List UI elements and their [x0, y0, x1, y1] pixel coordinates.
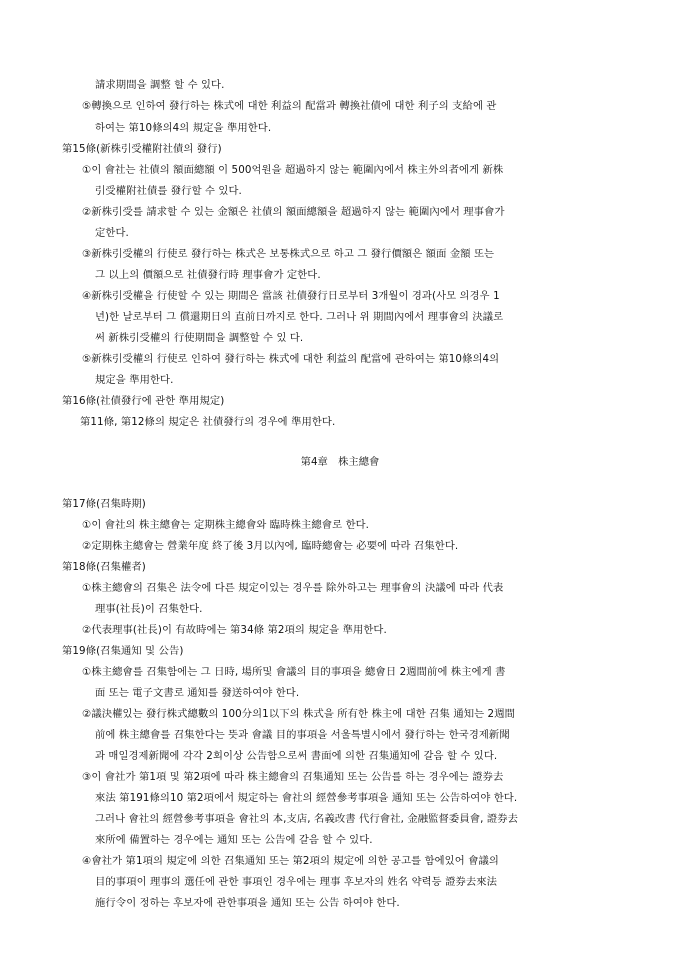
text-line: ④新株引受權을 行使할 수 있는 期間은 當該 社債發行日로부터 3개월이 경과(사모 의경우 1	[82, 290, 500, 302]
text-line: 目的事項이 理事의 選任에 관한 事項인 경우에는 理事 후보자의 姓名 약력등 證券去來法	[95, 876, 498, 888]
article-heading: 第16條(社債發行에 관한 準用規定)	[62, 395, 225, 407]
text-line: 來法 第191條의10 第2項에서 規定하는 會社의 經營參考事項을 通知 또는 公告하여야 한다.	[95, 792, 518, 804]
text-line: ②議決權있는 發行株式總數의 100分의1以下의 株式을 所有한 株主에 대한 召集 通知는 2週間	[82, 708, 515, 720]
text-line: 년)한 날로부터 그 償還期日의 直前日까지로 한다. 그러나 위 期間內에서 理事會의 決議로	[95, 311, 504, 323]
text-line: 請求期間을 調整 할 수 있다.	[95, 79, 225, 91]
article-heading: 第18條(召集權者)	[62, 561, 146, 573]
text-line: 定한다.	[95, 227, 129, 239]
text-line: 第11條, 第12條의 規定은 社債發行의 경우에 準用한다.	[80, 416, 336, 428]
text-line: 來所에 備置하는 경우에는 通知 또는 公告에 갈음 할 수 있다.	[95, 834, 373, 846]
text-line: 그러나 會社의 經營參考事項을 會社의 本,支店, 名義改書 代行會社, 金融監督委員會, 證券去	[95, 813, 519, 825]
text-line: ⑤轉換으로 인하여 發行하는 株式에 대한 利益의 配當과 轉換社債에 대한 利子의 支給에 관	[82, 100, 497, 112]
text-line: 과 매일경제新聞에 각각 2회이상 公告함으로써 書面에 의한 召集通知에 갈음 할 수 있다.	[95, 750, 498, 762]
text-line: ①이 會社는 社債의 額面總額 이 500억원을 超過하지 않는 範圍內에서 株主外의者에게 新株	[82, 164, 504, 176]
text-line: ④會社가 第1項의 規定에 의한 召集通知 또는 第2項의 規定에 의한 공고를 함에있어 會議의	[82, 855, 499, 867]
text-line: 써 新株引受權의 行使期間을 調整할 수 있 다.	[95, 332, 304, 344]
text-line: ①이 會社의 株主總會는 定期株主總會와 臨時株主總會로 한다.	[82, 519, 370, 531]
text-line: 하여는 第10條의4의 規定을 準用한다.	[95, 122, 272, 134]
text-line: ①株主總會의 召集은 法令에 다른 規定이있는 경우를 除外하고는 理事會의 決議에 따라 代表	[82, 582, 504, 594]
text-line: 引受權附社債를 發行할 수 있다.	[95, 185, 242, 197]
text-line: 그 以上의 價額으로 社債發行時 理事會가 定한다.	[95, 269, 321, 281]
article-heading: 第15條(新株引受權附社債의 發行)	[62, 143, 222, 155]
text-line: ②新株引受를 請求할 수 있는 金額은 社債의 額面總額을 超過하지 않는 範圍內에서 理事會가	[82, 206, 505, 218]
article-heading: 第17條(召集時期)	[62, 498, 146, 510]
text-line: ③新株引受權의 行使로 發行하는 株式은 보통株式으로 하고 그 發行價額은 額面 金額 또는	[82, 248, 495, 260]
text-line: 理事(社長)이 召集한다.	[95, 603, 203, 615]
text-line: 規定을 準用한다.	[95, 374, 174, 386]
text-line: ③이 會社가 第1項 및 第2項에 따라 株主總會의 召集通知 또는 公告를 하는 경우에는 證券去	[82, 771, 504, 783]
text-line: ②定期株主總會는 營業年度 終了後 3月以內에, 臨時總會는 必要에 따라 召集한다.	[82, 540, 459, 552]
text-line: 前에 株主總會를 召集한다는 뜻과 會議 目的事項을 서울특별시에서 發行하는 한국경제新聞	[95, 729, 510, 741]
article-heading: 第19條(召集通知 및 公告)	[62, 645, 184, 657]
chapter-title: 第4章 株主總會	[300, 456, 380, 468]
text-line: 面 또는 電子文書로 通知를 發送하여야 한다.	[95, 687, 300, 699]
text-line: 施行令이 정하는 후보자에 관한事項을 通知 또는 公告 하여야 한다.	[95, 897, 400, 909]
text-line: ②代表理事(社長)이 有故時에는 第34條 第2項의 規定을 準用한다.	[82, 624, 387, 636]
text-line: ①株主總會를 召集함에는 그 日時, 場所및 會議의 目的事項을 總會日 2週間前에 株主에게 書	[82, 666, 506, 678]
text-line: ⑤新株引受權의 行使로 인하여 發行하는 株式에 대한 利益의 配當에 관하여는 第10條의4의	[82, 353, 500, 365]
